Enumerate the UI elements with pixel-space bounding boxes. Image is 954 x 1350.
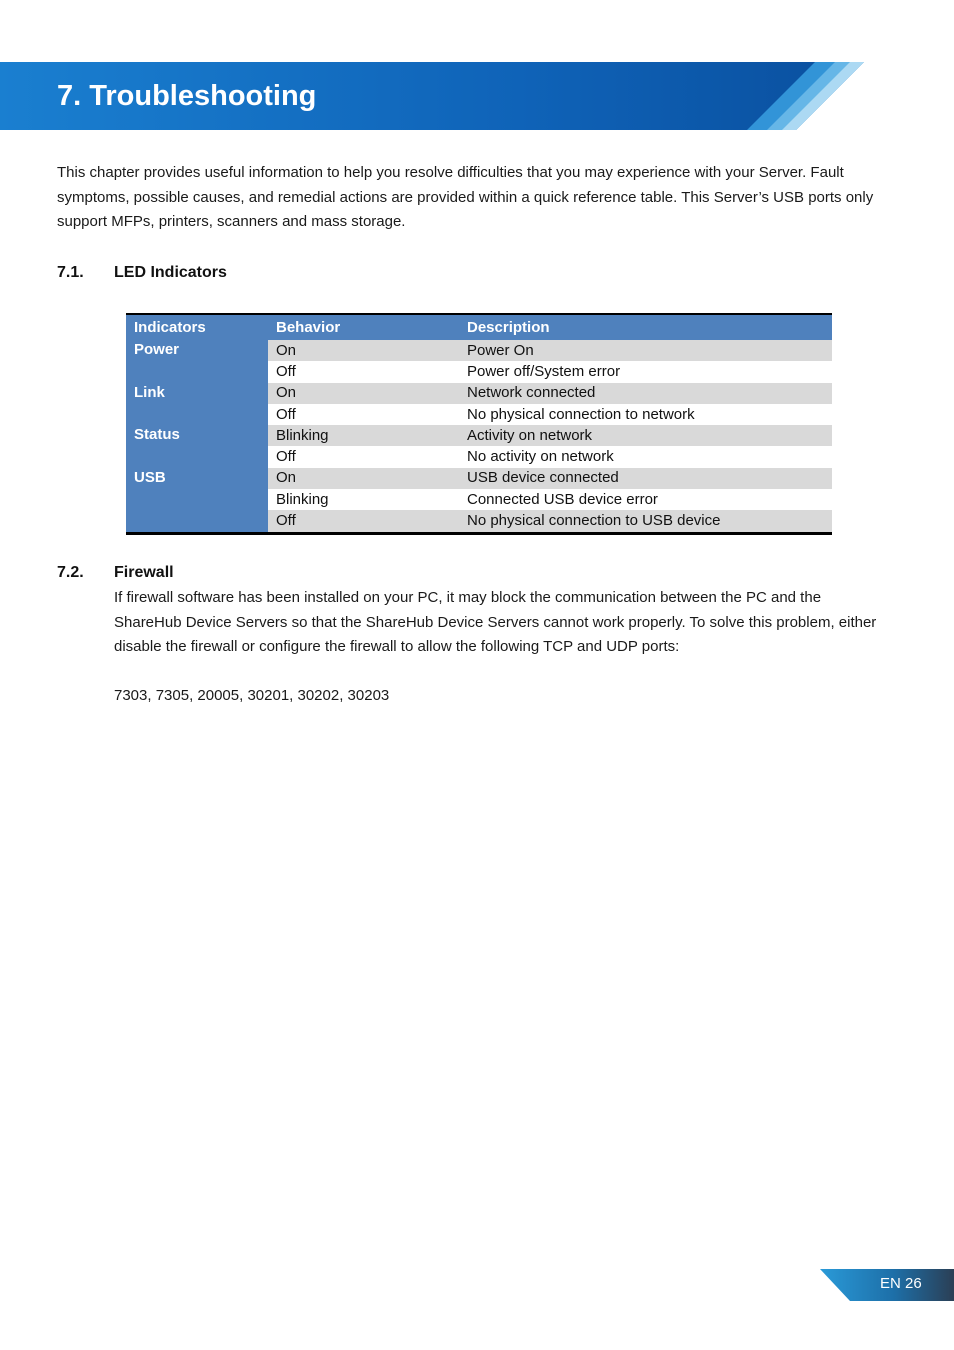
intro-paragraph: This chapter provides useful information to help you resolve difficulties that you may experience with your Server. Fault symptoms, possible causes, and remedial actions are provided within a quick reference table. This Server’s USB ports only support MFPs, printers, scanners and mass storage. — [57, 164, 874, 230]
page-number-tab — [820, 1269, 954, 1301]
table-row — [126, 340, 832, 361]
chapter-title: 7. Troubleshooting — [57, 80, 317, 112]
section-led-heading — [57, 263, 457, 283]
description-cell: Power off/System error — [459, 361, 832, 382]
behavior-cell: On — [268, 383, 459, 404]
table-header-row — [126, 314, 832, 340]
led-indicators-table — [126, 313, 832, 535]
header-indicators: Indicators — [126, 314, 268, 340]
table-row — [126, 383, 832, 404]
indicator-status: Status — [126, 425, 268, 468]
indicator-power: Power — [126, 340, 268, 383]
section-title: LED Indicators — [114, 264, 227, 281]
firewall-paragraph: If firewall software has been installed on your PC, it may block the communication between the PC and the ShareHub Device Servers so that the ShareHub Device Servers cannot work properly. To solve this problem, either disable the firewall or configure the firewall to allow the following TCP and UDP ports: — [114, 589, 877, 655]
chapter-banner — [0, 62, 864, 130]
table-row — [126, 425, 832, 446]
page-number: EN 26 — [880, 1275, 922, 1292]
description-cell: No physical connection to USB device — [459, 510, 832, 533]
description-cell: No physical connection to network — [459, 404, 832, 425]
behavior-cell: Off — [268, 404, 459, 425]
description-cell: Connected USB device error — [459, 489, 832, 510]
behavior-cell: Blinking — [268, 425, 459, 446]
section-title: Firewall — [114, 564, 174, 581]
description-cell: USB device connected — [459, 468, 832, 489]
description-cell: Power On — [459, 340, 832, 361]
section-number: 7.1. — [57, 264, 84, 281]
section-firewall-heading — [57, 563, 457, 583]
indicator-link: Link — [126, 383, 268, 426]
behavior-cell: Off — [268, 446, 459, 467]
header-behavior: Behavior — [268, 314, 459, 340]
port-list: 7303, 7305, 20005, 30201, 30202, 30203 — [114, 687, 390, 704]
behavior-cell: On — [268, 468, 459, 489]
description-cell: No activity on network — [459, 446, 832, 467]
description-cell: Network connected — [459, 383, 832, 404]
behavior-cell: Off — [268, 510, 459, 533]
section-number: 7.2. — [57, 564, 84, 581]
indicator-usb: USB — [126, 468, 268, 533]
behavior-cell: On — [268, 340, 459, 361]
behavior-cell: Off — [268, 361, 459, 382]
behavior-cell: Blinking — [268, 489, 459, 510]
table-row — [126, 468, 832, 489]
header-description: Description — [459, 314, 832, 340]
description-cell: Activity on network — [459, 425, 832, 446]
